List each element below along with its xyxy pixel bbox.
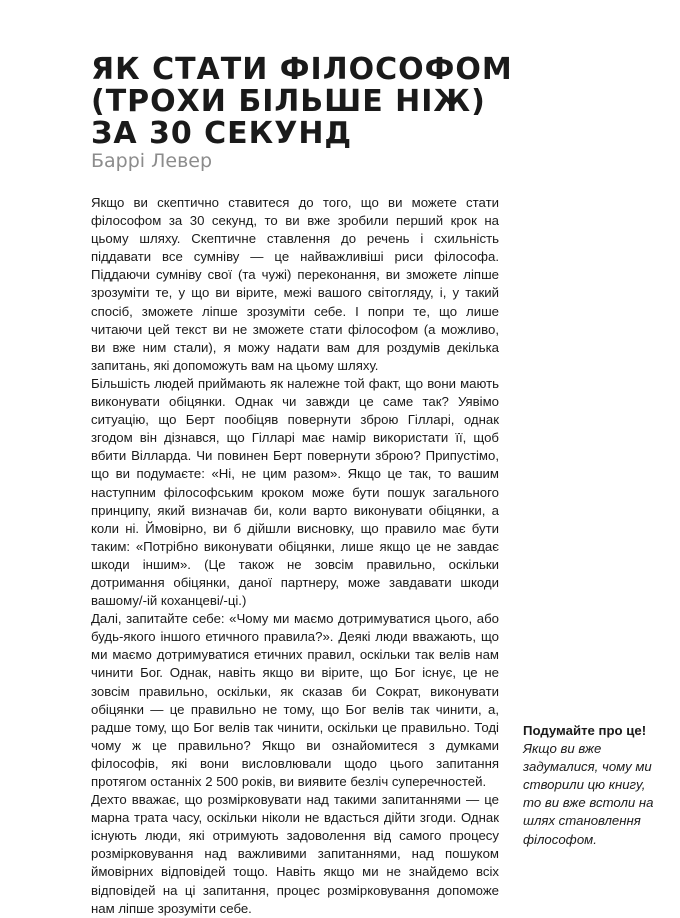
title-line: ЯК СТАТИ ФІЛОСОФОМ bbox=[91, 52, 513, 87]
sidebar-heading: Подумайте про це! bbox=[523, 723, 647, 738]
sidebar-note bbox=[523, 722, 663, 849]
paragraph: Дехто вважає, що розмірковувати над такими запитаннями — це марна трата часу, оскільки ніколи не вдасться дійти згоди. Однак існують люди, які отримують задоволення від самого процесу розмірковування над важливими запитаннями, над пошуком ймовірних відповідей тощо. Навіть якщо ми не знайдемо всіх відповідей на ці запитання, процес розмірковування допоможе нам ліпше зрозуміти себе. bbox=[91, 792, 499, 916]
paragraph: Якщо ви скептично ставитеся до того, що ви можете стати філософом за 30 секунд, то ви вже зробили перший крок на цьому шляху. Скептичне ставлення до речень і схильність піддавати все сумніву — це найважливіші риси філософа. Піддаючи сумніву свої (та чужі) переконання, ви зможете ліпше зрозуміти те, у що ви вірите, межі вашого світогляду, і, у такий спосіб, зможете ліпше зрозуміти себе. І попри те, що лише читаючи цей текст ви не зможете стати філософом (а можливо, ви вже ним стали), я можу надати вам для роздумів декілька запитань, які допоможуть вам на цьому шляху. bbox=[91, 195, 499, 373]
sidebar-text: Якщо ви вже задумалися, чому ми створили цю книгу, то ви вже встоли на шлях становлення філософом. bbox=[523, 741, 654, 847]
title-line: (ТРОХИ БІЛЬШЕ НІЖ) bbox=[91, 84, 486, 119]
paragraph: Далі, запитайте себе: «Чому ми маємо дотримуватися цього, або будь-якого іншого етичного правила?». Деякі люди вважають, що ми маємо дотримуватися етичних правил, оскільки так велів нам чинити Бог. Однак, навіть якщо ви вірите, що Бог існує, це не зовсім правильно, оскільки, як сказав би Сократ, виконувати обіцянки — це правильно не тому, що Бог велів так чинити, а, радше тому, що Бог велів так чинити, оскільки це правильно. Тоді чому ж це правильно? Якщо ви ознайомитеся з думками філософів, які вони висловлювали щодо цього запитання протягом останніх 2 500 років, ви виявите безліч суперечностей. bbox=[91, 611, 499, 789]
author-name: Баррі Левер bbox=[91, 150, 213, 172]
article-body bbox=[91, 194, 499, 918]
paragraph: Більшість людей приймають як належне той факт, що вони мають виконувати обіцянки. Однак чи завжди це саме так? Уявімо ситуацію, що Берт пообіцяв повернути зброю Гілларі, однак згодом він дізнався, що Гілларі має намір використати її, щоб вбити Вілларда. Чи повинен Берт повернути зброю? Припустімо, що ви подумаєте: «Ні, не цим разом». Якщо це так, то вашим наступним філософським кроком може бути пошук загального принципу, який визначав би, коли варто виконувати обіцянки, а коли ні. Ймовірно, ви б дійшли висновку, що правило має бути таким: «Потрібно виконувати обіцянки, лише якщо це не завдає шкоди іншим». (Це також не зовсім правильно, оскільки дотримання обіцянки, даної партнеру, може завдавати шкоди вашому/-ій коханцеві/-ці.) bbox=[91, 375, 499, 609]
title-line: ЗА 30 СЕКУНД bbox=[91, 116, 353, 151]
article-title bbox=[91, 54, 551, 150]
